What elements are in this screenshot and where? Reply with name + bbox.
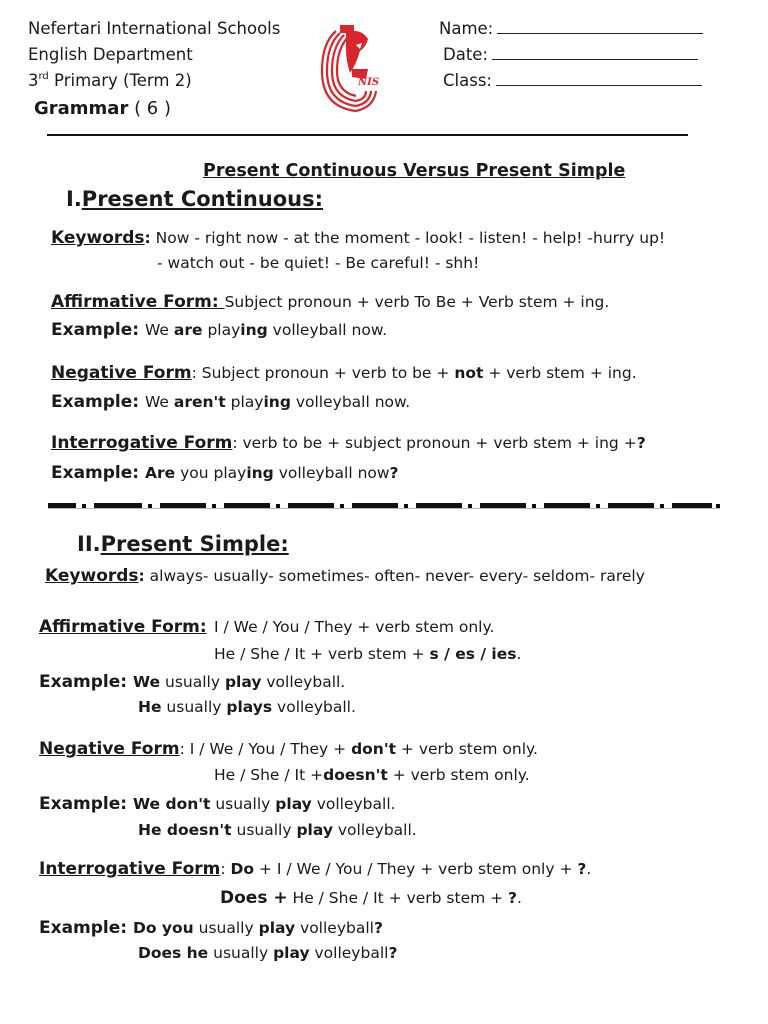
s1-keywords-line1: Now - right now - at the moment - look! - listen! - help! -hurry up! (150, 229, 666, 247)
section-divider (48, 503, 720, 509)
school-logo (316, 21, 382, 117)
s2-neg-line2: He / She / It +doesn't + verb stem only. (214, 766, 530, 784)
worksheet-title: Present Continuous Versus Present Simple (203, 161, 626, 181)
name-field (439, 19, 703, 38)
logo-text: NIS (358, 77, 380, 88)
name-label: Name: (439, 19, 494, 38)
department-name: English Department (28, 45, 193, 64)
grade-term (28, 71, 192, 90)
s2-neg-label: Negative Form (39, 739, 180, 759)
section2-title: Present Simple: (100, 532, 289, 556)
s1-neg-label: Negative Form (51, 363, 192, 383)
date-label: Date: (443, 45, 488, 64)
section2-heading (77, 532, 289, 556)
s2-int-label: Interrogative Form (39, 859, 221, 879)
s2-aff-example2: He usually plays volleyball. (138, 698, 356, 716)
s1-affirmative (51, 292, 609, 312)
s1-neg-example: Example: We aren't playing volleyball now. (51, 392, 411, 412)
grade-number: 3 (28, 71, 39, 90)
grammar-number: ( 6 ) (128, 98, 172, 119)
s1-aff-label: Affirmative Form: (51, 292, 225, 312)
s1-keywords-label: Keywords (51, 228, 145, 248)
s2-negative: Negative Form: I / We / You / They + don't + verb stem only. (39, 739, 538, 759)
class-blank[interactable] (496, 71, 702, 86)
s2-aff-line2: He / She / It + verb stem + s / es / ies. (214, 645, 522, 663)
section1-numeral: I. (66, 187, 82, 211)
s1-interrogative: Interrogative Form: verb to be + subject pronoun + verb stem + ing +? (51, 433, 646, 453)
s1-negative: Negative Form: Subject pronoun + verb to be + not + verb stem + ing. (51, 363, 637, 383)
s2-int-line2: Does + He / She / It + verb stem + ?. (220, 888, 522, 908)
section1-title: Present Continuous: (81, 187, 324, 211)
s2-aff-label: Affirmative Form: (39, 617, 207, 637)
s2-affirmative (39, 617, 207, 637)
s1-int-label: Interrogative Form (51, 433, 233, 453)
s2-int-example2: Does he usually play volleyball? (138, 944, 398, 962)
grammar-title (34, 98, 171, 119)
section1-heading (66, 187, 323, 211)
nis-logo-icon (316, 21, 382, 117)
s2-neg-example2: He doesn't usually play volleyball. (138, 821, 417, 839)
class-field (443, 71, 702, 90)
section2-numeral: II. (77, 532, 101, 556)
grammar-label: Grammar (34, 98, 129, 119)
date-blank[interactable] (492, 45, 698, 60)
s1-aff-example: Example: We are playing volleyball now. (51, 320, 388, 340)
s2-keywords-text: always- usually- sometimes- often- never- every- seldom- rarely (144, 567, 645, 585)
s2-aff-example1: Example: We usually play volleyball. (39, 672, 346, 692)
s1-keywords-line2: - watch out - be quiet! - Be careful! - shh! (157, 254, 480, 272)
s2-keywords-label: Keywords (45, 566, 139, 586)
school-name: Nefertari International Schools (28, 19, 281, 38)
class-label: Class: (443, 71, 492, 90)
grade-superscript: rd (38, 71, 49, 82)
s2-interrogative: Interrogative Form: Do + I / We / You / They + verb stem only + ?. (39, 859, 592, 879)
grade-rest: Primary (Term 2) (48, 71, 192, 90)
header-divider (47, 134, 688, 136)
s2-keywords: Keywords: always- usually- sometimes- often- never- every- seldom- rarely (45, 566, 645, 586)
name-blank[interactable] (497, 19, 703, 34)
s1-aff-text: Subject pronoun + verb To Be + Verb stem + ing. (224, 293, 610, 311)
s2-neg-example1: Example: We don't usually play volleyball. (39, 794, 396, 814)
s2-aff-line1: I / We / You / They + verb stem only. (214, 618, 495, 636)
s1-int-example: Example: Are you playing volleyball now? (51, 463, 399, 483)
s2-int-example1: Example: Do you usually play volleyball? (39, 918, 383, 938)
s1-keywords: Keywords: Now - right now - at the moment - look! - listen! - help! -hurry up! (51, 228, 666, 248)
date-field (443, 45, 698, 64)
